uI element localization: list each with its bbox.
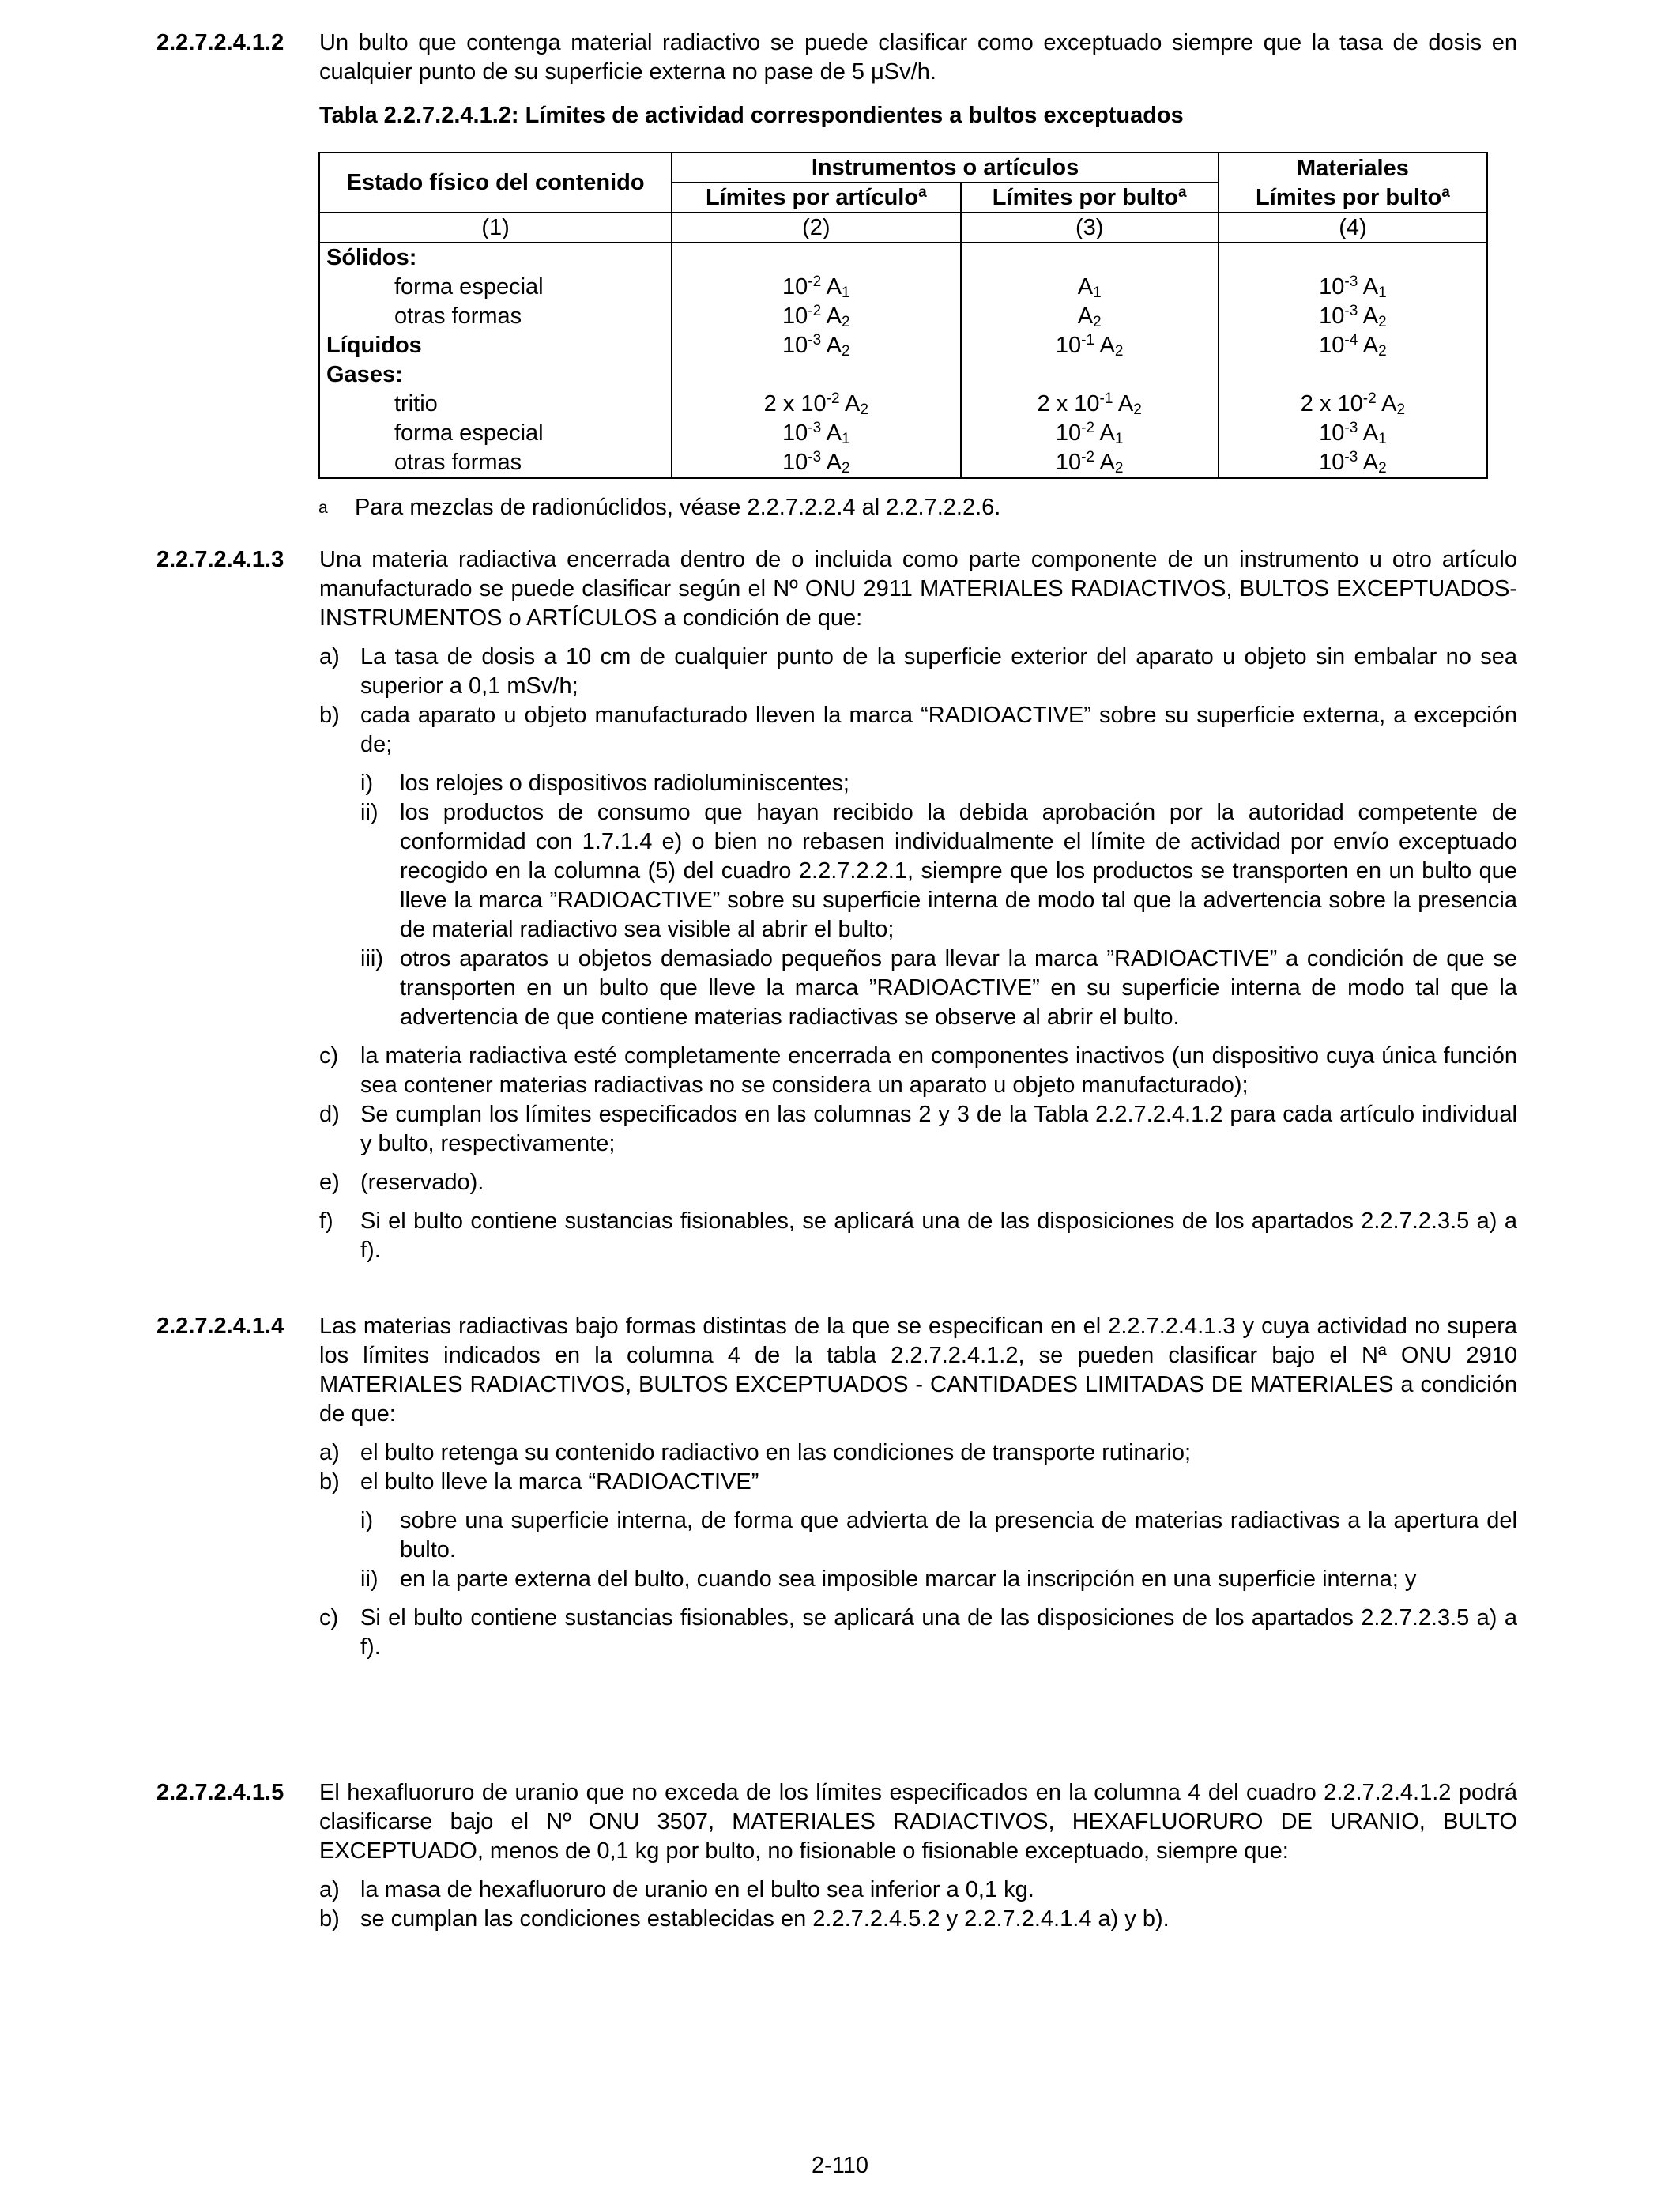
list-item: e) (reservado). bbox=[319, 1170, 484, 1195]
header-limit-per-article: Límites por artículo$^a$ bbox=[672, 183, 960, 213]
limit-value: A2 bbox=[1077, 303, 1102, 330]
limit-value: $10^{-3}$ A1 bbox=[1319, 273, 1387, 301]
header-physical-state: Estado físico del contenido bbox=[319, 153, 672, 213]
list-item: b) el bulto lleve la marca “RADIOACTIVE” bbox=[319, 1469, 759, 1495]
section-2-2-7-2-4-1-4 bbox=[156, 1312, 1517, 1662]
limit-value: $10^{-2}$ A1 bbox=[1055, 420, 1124, 447]
list-item: iii) otros aparatos u objetos demasiado pequeños para llevar la marca ”RADIOACTIVE” a condición de que se transporten en un bulto que lleve la marca ”RADIOACTIVE” en su superficie interna de modo tal que la advertencia de que contiene materias radiactivas se observe al abrir el bulto. bbox=[360, 946, 1517, 1030]
section-paragraph: Una materia radiactiva encerrada dentro de o incluida como parte componente de un instrumento u otro artículo manufacturado se puede clasificar según el Nº ONU 2911 MATERIALES RADIACTIVOS, BULTOS EXCEPTUADOS- INSTRUMENTOS o ARTÍCULOS a condición de que: bbox=[319, 547, 1517, 631]
limit-value: $10^{-2}$ A2 bbox=[1055, 449, 1124, 477]
table-caption: Tabla 2.2.7.2.4.1.2: Límites de actividad correspondientes a bultos exceptuados bbox=[319, 103, 1184, 128]
footnote-text: Para mezclas de radionúclidos, véase 2.2.7.2.2.4 al 2.2.7.2.2.6. bbox=[355, 495, 1001, 520]
row-label: Líquidos bbox=[326, 333, 422, 358]
limit-value: 2 x $10^{-2}$ A2 bbox=[763, 390, 868, 418]
section-2-2-7-2-4-1-2 bbox=[156, 28, 1517, 130]
section-2-2-7-2-4-1-5 bbox=[156, 1778, 1517, 1934]
table-column-state bbox=[319, 243, 672, 478]
section-number: 2.2.7.2.4.1.4 bbox=[156, 1314, 284, 1339]
limit-value bbox=[968, 360, 1211, 390]
limit-value: $10^{-1}$ A2 bbox=[1055, 332, 1124, 360]
list-item: a) la masa de hexafluoruro de uranio en el bulto sea inferior a 0,1 kg. bbox=[319, 1877, 1034, 1902]
list-item: i) los relojes o dispositivos radioluminiscentes; bbox=[360, 771, 849, 796]
sub-list bbox=[360, 769, 1517, 1032]
row-label: otras formas bbox=[394, 450, 522, 475]
section-number: 2.2.7.2.4.1.5 bbox=[156, 1780, 284, 1805]
row-label: Gases: bbox=[326, 362, 403, 387]
row-label: otras formas bbox=[394, 303, 522, 329]
limit-value: $10^{-3}$ A2 bbox=[782, 332, 850, 360]
column-number-1: (1) bbox=[319, 213, 672, 243]
list-item: ii) los productos de consumo que hayan recibido la debida aprobación por la autoridad competente de conformidad con 1.7.1.4 e) o bien no rebasen individualmente el límite de actividad por envío exceptuado recogido en la columna (5) del cuadro 2.2.7.2.2.1, siempre que los productos se transporten en un bulto que lleve la marca ”RADIOACTIVE” sobre su superficie interna de modo tal que la advertencia sobre la presencia de material radiactivo sea visible al abrir el bulto; bbox=[360, 800, 1517, 942]
section-number: 2.2.7.2.4.1.2 bbox=[156, 30, 284, 55]
list-item: a) La tasa de dosis a 10 cm de cualquier punto de la superficie exterior del aparato u objeto sin embalar no sea superior a 0,1 mSv/h; bbox=[319, 644, 1517, 699]
limit-value bbox=[1226, 360, 1480, 390]
table-column-materials-limit bbox=[1219, 243, 1487, 478]
list-item: f) Si el bulto contiene sustancias fisionables, se aplicará una de las disposiciones de los apartados 2.2.7.2.3.5 a) a f). bbox=[319, 1208, 1517, 1263]
limit-value: $10^{-2}$ A1 bbox=[782, 273, 850, 301]
list-item: b) se cumplan las condiciones establecidas en 2.2.7.2.4.5.2 y 2.2.7.2.4.1.4 a) y b). bbox=[319, 1906, 1170, 1932]
conditions-list bbox=[319, 1875, 1517, 1934]
list-item: c) la materia radiactiva esté completamente encerrada en componentes inactivos (un dispositivo cuya única función sea contener materias radiactivas no se considera un aparato u objeto manufacturado); bbox=[319, 1043, 1517, 1098]
footnote-mark: a bbox=[318, 499, 328, 517]
row-label: tritio bbox=[394, 391, 438, 417]
section-paragraph: El hexafluoruro de uranio que no exceda de los límites especificados en la columna 4 del cuadro 2.2.7.2.4.1.2 podrá clasificarse bajo el Nº ONU 3507, MATERIALES RADIACTIVOS, HEXAFLUORURO DE URANIO, BULTO EXCEPTUADO, menos de 0,1 kg por bulto, no fisionable o fisionable exceptuado, siempre que: bbox=[319, 1780, 1517, 1864]
limit-value: $10^{-3}$ A2 bbox=[782, 449, 850, 477]
limit-value: $10^{-3}$ A1 bbox=[782, 420, 850, 447]
column-number-4: (4) bbox=[1219, 213, 1487, 243]
list-item: b) cada aparato u objeto manufacturado lleven la marca “RADIOACTIVE” sobre su superficie externa, a excepción de; bbox=[319, 703, 1517, 757]
conditions-list bbox=[319, 643, 1517, 1265]
table-footnote bbox=[318, 493, 1000, 522]
row-label: forma especial bbox=[394, 274, 544, 300]
limit-value: 2 x $10^{-1}$ A2 bbox=[1037, 390, 1142, 418]
limit-value: $10^{-3}$ A1 bbox=[1319, 420, 1387, 447]
section-paragraph: Las materias radiactivas bajo formas distintas de la que se especifican en el 2.2.7.2.4.1.3 y cuya actividad no supera los límites indicados en la columna 4 de la tabla 2.2.7.2.4.1.2, se pueden clasificar bajo el Nª ONU 2910 MATERIALES RADIACTIVOS, BULTOS EXCEPTUADOS - CANTIDADES LIMITADAS DE MATERIALES a condición de que: bbox=[319, 1314, 1517, 1427]
sub-list bbox=[360, 1506, 1517, 1594]
activity-limits-table bbox=[318, 152, 1488, 479]
limit-value: 2 x $10^{-2}$ A2 bbox=[1300, 390, 1406, 418]
table-column-limit-article bbox=[672, 243, 960, 478]
limit-value: $10^{-2}$ A2 bbox=[782, 303, 850, 330]
limit-value: $10^{-3}$ A2 bbox=[1319, 449, 1387, 477]
page-number: 2-110 bbox=[811, 2153, 869, 2178]
conditions-list bbox=[319, 1438, 1517, 1662]
list-item: i) sobre una superficie interna, de forma que advierta de la presencia de materias radiactivas a la apertura del bulto. bbox=[360, 1508, 1517, 1563]
list-item: d) Se cumplan los límites especificados en las columnas 2 y 3 de la Tabla 2.2.7.2.4.1.2 para cada artículo individual y bulto, respectivamente; bbox=[319, 1102, 1517, 1156]
section-2-2-7-2-4-1-3 bbox=[156, 545, 1517, 1265]
list-item: c) Si el bulto contiene sustancias fisionables, se aplicará una de las disposiciones de los apartados 2.2.7.2.3.5 a) a f). bbox=[319, 1605, 1517, 1660]
limit-value: $10^{-3}$ A2 bbox=[1319, 303, 1387, 330]
limit-value: A1 bbox=[1077, 274, 1102, 301]
header-materials: Materiales bbox=[1219, 153, 1487, 183]
limit-value bbox=[679, 243, 953, 273]
list-item: a) el bulto retenga su contenido radiactivo en las condiciones de transporte rutinario; bbox=[319, 1440, 1192, 1465]
table-column-limit-package bbox=[961, 243, 1219, 478]
header-limit-per-package: Límites por bulto$^a$ bbox=[961, 183, 1219, 213]
limit-value: $10^{-4}$ A2 bbox=[1319, 332, 1387, 360]
limit-value bbox=[968, 243, 1211, 273]
header-instruments: Instrumentos o artículos bbox=[672, 153, 1219, 183]
row-label: Sólidos: bbox=[326, 245, 417, 270]
section-paragraph: Un bulto que contenga material radiactivo se puede clasificar como exceptuado siempre que la tasa de dosis en cualquier punto de su superficie externa no pase de 5 μSv/h. bbox=[319, 30, 1517, 85]
section-number: 2.2.7.2.4.1.3 bbox=[156, 547, 284, 572]
list-item: ii) en la parte externa del bulto, cuando sea imposible marcar la inscripción en una superficie interna; y bbox=[360, 1566, 1417, 1592]
limit-value bbox=[679, 360, 953, 390]
limit-value bbox=[1226, 243, 1480, 273]
column-number-3: (3) bbox=[961, 213, 1219, 243]
header-materials-limit-per-package: Límites por bulto$^a$ bbox=[1219, 183, 1487, 213]
row-label: forma especial bbox=[394, 420, 544, 446]
column-number-2: (2) bbox=[672, 213, 960, 243]
